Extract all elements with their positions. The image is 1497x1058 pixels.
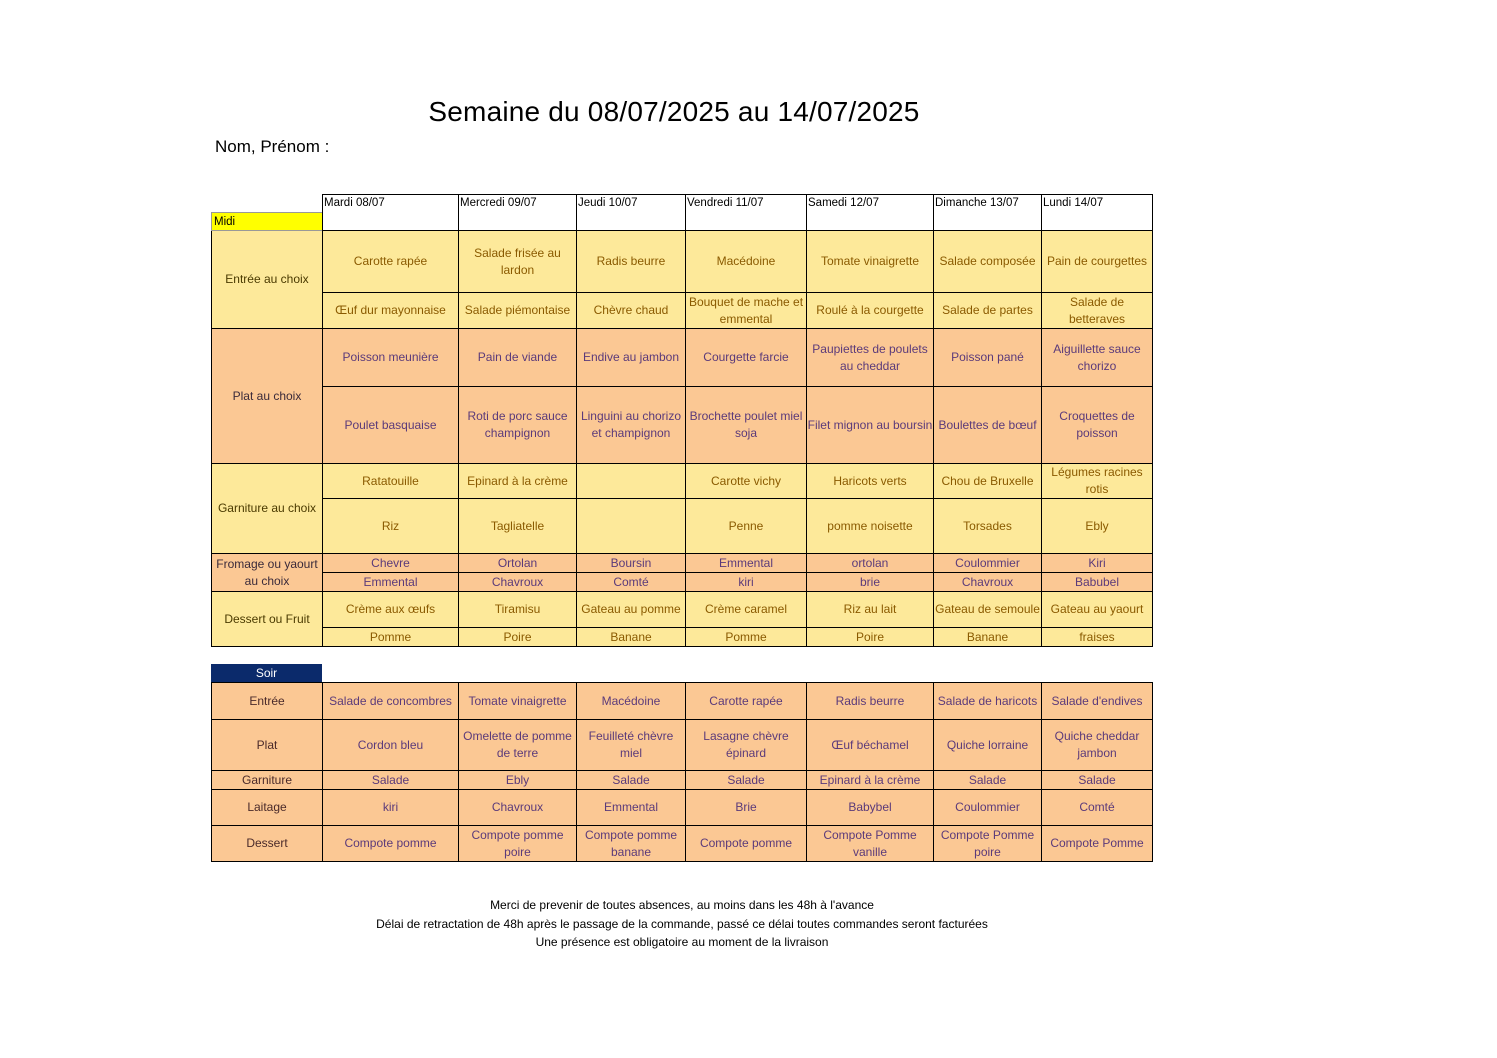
menu-cell: Haricots verts [807, 464, 934, 499]
menu-cell: Quiche lorraine [934, 720, 1042, 771]
menu-cell: Chavroux [459, 790, 577, 826]
menu-cell: Salade d'endives [1042, 683, 1153, 720]
menu-cell: ortolan [807, 554, 934, 573]
menu-cell: Riz au lait [807, 592, 934, 628]
menu-cell: Tiramisu [459, 592, 577, 628]
category-entree: Entrée [212, 683, 323, 720]
footer-notes [300, 896, 1064, 952]
category-dessert: Dessert [212, 826, 323, 862]
day-header: Lundi 14/07 [1042, 195, 1153, 231]
menu-cell: Ortolan [459, 554, 577, 573]
menu-cell: Chevre [323, 554, 459, 573]
day-header: Mardi 08/07 [323, 195, 459, 231]
menu-cell: Salade [577, 771, 686, 790]
menu-cell: Salade de partes [934, 293, 1042, 329]
menu-cell: Omelette de pomme de terre [459, 720, 577, 771]
menu-cell: Macédoine [686, 231, 807, 293]
menu-cell: Aiguillette sauce chorizo [1042, 329, 1153, 387]
menu-cell: Compote Pomme vanille [807, 826, 934, 862]
menu-cell: Compote pomme [686, 826, 807, 862]
menu-cell: Compote Pomme poire [934, 826, 1042, 862]
category-garniture: Garniture au choix [212, 464, 323, 554]
menu-cell: Salade piémontaise [459, 293, 577, 329]
menu-cell: Gateau de semoule [934, 592, 1042, 628]
menu-cell: Chavroux [934, 573, 1042, 592]
category-garniture: Garniture [212, 771, 323, 790]
day-header: Samedi 12/07 [807, 195, 934, 231]
menu-cell: Comté [577, 573, 686, 592]
menu-cell: Paupiettes de poulets au cheddar [807, 329, 934, 387]
menu-cell: kiri [686, 573, 807, 592]
menu-cell: Crème aux œufs [323, 592, 459, 628]
menu-cell: Compote Pomme [1042, 826, 1153, 862]
midi-section-label: Midi [212, 213, 323, 231]
menu-cell: Salade de concombres [323, 683, 459, 720]
menu-cell: Cordon bleu [323, 720, 459, 771]
menu-cell: Roulé à la courgette [807, 293, 934, 329]
menu-cell: Riz [323, 499, 459, 554]
menu-cell: Gateau au yaourt [1042, 592, 1153, 628]
menu-cell: Salade [686, 771, 807, 790]
menu-cell: Salade de haricots [934, 683, 1042, 720]
menu-cell: Compote pomme [323, 826, 459, 862]
menu-cell: Poire [807, 628, 934, 647]
menu-cell: Epinard à la crème [807, 771, 934, 790]
category-entree: Entrée au choix [212, 231, 323, 329]
day-header: Dimanche 13/07 [934, 195, 1042, 231]
menu-cell: pomme noisette [807, 499, 934, 554]
menu-cell: Emmental [323, 573, 459, 592]
menu-cell: Carotte rapée [323, 231, 459, 293]
menu-cell: Ebly [1042, 499, 1153, 554]
menu-cell: Salade [934, 771, 1042, 790]
menu-cell: Ratatouille [323, 464, 459, 499]
menu-cell: Comté [1042, 790, 1153, 826]
menu-cell: Feuilleté chèvre miel [577, 720, 686, 771]
midi-menu-table [211, 194, 1153, 647]
menu-cell: Bouquet de mache et emmental [686, 293, 807, 329]
menu-cell: Babubel [1042, 573, 1153, 592]
menu-cell: Emmental [577, 790, 686, 826]
menu-cell: Lasagne chèvre épinard [686, 720, 807, 771]
soir-menu-table [211, 682, 1153, 862]
note-line: Merci de prevenir de toutes absences, au moins dans les 48h à l'avance [490, 898, 874, 912]
menu-cell: Banane [577, 628, 686, 647]
menu-cell: Penne [686, 499, 807, 554]
day-header: Vendredi 11/07 [686, 195, 807, 231]
menu-cell: Kiri [1042, 554, 1153, 573]
page-title: Semaine du 08/07/2025 au 14/07/2025 [428, 96, 920, 127]
menu-cell: Coulommier [934, 554, 1042, 573]
menu-cell: Linguini au chorizo et champignon [577, 387, 686, 464]
menu-cell: Croquettes de poisson [1042, 387, 1153, 464]
menu-cell: Roti de porc sauce champignon [459, 387, 577, 464]
menu-cell: Chèvre chaud [577, 293, 686, 329]
menu-cell: Chavroux [459, 573, 577, 592]
category-plat: Plat [212, 720, 323, 771]
menu-cell: Salade de betteraves [1042, 293, 1153, 329]
menu-cell: Epinard à la crème [459, 464, 577, 499]
day-header: Jeudi 10/07 [577, 195, 686, 231]
menu-cell: Salade [1042, 771, 1153, 790]
menu-cell: Banane [934, 628, 1042, 647]
menu-cell: Poulet basquaise [323, 387, 459, 464]
menu-cell: Chou de Bruxelle [934, 464, 1042, 499]
note-line: Délai de retractation de 48h après le passage de la commande, passé ce délai toutes commandes seront facturées [376, 916, 988, 931]
menu-cell: Crème caramel [686, 592, 807, 628]
menu-cell: Poire [459, 628, 577, 647]
day-header: Mercredi 09/07 [459, 195, 577, 231]
menu-cell: Pomme [323, 628, 459, 647]
menu-cell: Carotte rapée [686, 683, 807, 720]
menu-cell: Gateau au pomme [577, 592, 686, 628]
menu-cell: Tomate vinaigrette [459, 683, 577, 720]
menu-cell: Salade frisée au lardon [459, 231, 577, 293]
menu-cell: Torsades [934, 499, 1042, 554]
menu-cell: Boursin [577, 554, 686, 573]
menu-cell: Endive au jambon [577, 329, 686, 387]
menu-cell: Poisson meunière [323, 329, 459, 387]
menu-cell: Filet mignon au boursin [807, 387, 934, 464]
menu-cell: Emmental [686, 554, 807, 573]
menu-cell: fraises [1042, 628, 1153, 647]
menu-cell: Pain de courgettes [1042, 231, 1153, 293]
menu-cell: Compote pomme banane [577, 826, 686, 862]
menu-cell: Salade [323, 771, 459, 790]
menu-cell [577, 499, 686, 554]
menu-cell: Tomate vinaigrette [807, 231, 934, 293]
menu-cell: Courgette farcie [686, 329, 807, 387]
menu-cell: Radis beurre [807, 683, 934, 720]
menu-cell: kiri [323, 790, 459, 826]
table-corner [212, 195, 323, 213]
menu-cell: Poisson pané [934, 329, 1042, 387]
menu-cell: brie [807, 573, 934, 592]
menu-cell: Œuf dur mayonnaise [323, 293, 459, 329]
menu-cell: Pain de viande [459, 329, 577, 387]
menu-cell: Macédoine [577, 683, 686, 720]
menu-cell [577, 464, 686, 499]
menu-cell: Carotte vichy [686, 464, 807, 499]
soir-section-label: Soir [211, 664, 322, 682]
category-dessert: Dessert ou Fruit [212, 592, 323, 647]
menu-cell: Pomme [686, 628, 807, 647]
category-fromage: Fromage ou yaourt au choix [212, 554, 323, 592]
category-plat: Plat au choix [212, 329, 323, 464]
menu-cell: Boulettes de bœuf [934, 387, 1042, 464]
note-line: Une présence est obligatoire au moment de la livraison [535, 935, 829, 949]
menu-cell: Ebly [459, 771, 577, 790]
menu-cell: Coulommier [934, 790, 1042, 826]
menu-cell: Œuf béchamel [807, 720, 934, 771]
name-field-label: Nom, Prénom : [215, 137, 330, 156]
menu-cell: Babybel [807, 790, 934, 826]
menu-cell: Brie [686, 790, 807, 826]
menu-cell: Quiche cheddar jambon [1042, 720, 1153, 771]
menu-cell: Radis beurre [577, 231, 686, 293]
menu-cell: Tagliatelle [459, 499, 577, 554]
menu-cell: Salade composée [934, 231, 1042, 293]
category-laitage: Laitage [212, 790, 323, 826]
menu-cell: Légumes racines rotis [1042, 464, 1153, 499]
menu-cell: Brochette poulet miel soja [686, 387, 807, 464]
menu-cell: Compote pomme poire [459, 826, 577, 862]
